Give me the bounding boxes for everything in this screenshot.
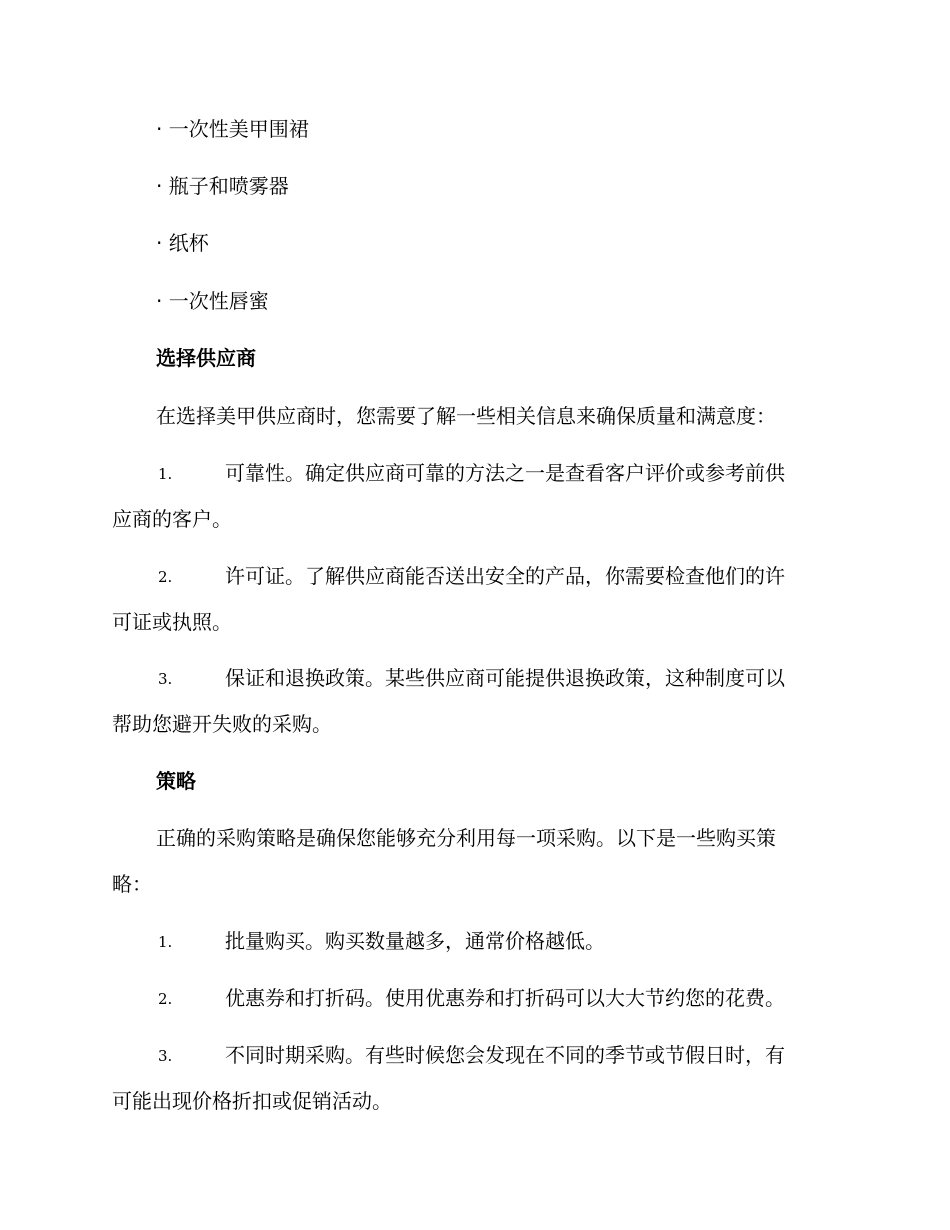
item-text: 不同时期采购。有些时候您会发现在不同的季节或节假日时，有 — [225, 1043, 785, 1067]
section-heading-supplier: 选择供应商 — [156, 346, 256, 370]
strategy-intro: 正确的采购策略是确保您能够充分利用每一项采购。以下是一些购买策 — [156, 826, 776, 850]
item-number: 2. — [158, 990, 173, 1008]
item-text: 保证和退换政策。某些供应商可能提供退换政策，这种制度可以 — [225, 666, 785, 690]
item-text-continued: 应商的客户。 — [112, 507, 232, 531]
bullet-item: · 纸杯 — [156, 231, 209, 255]
item-number: 3. — [158, 670, 173, 688]
item-text-continued: 可能出现价格折扣或促销活动。 — [112, 1089, 392, 1113]
bullet-item: · 瓶子和喷雾器 — [156, 174, 289, 198]
item-text: 许可证。了解供应商能否送出安全的产品，你需要检查他们的许 — [225, 564, 785, 588]
supplier-intro: 在选择美甲供应商时，您需要了解一些相关信息来确保质量和满意度： — [156, 404, 776, 428]
item-number: 1. — [158, 933, 173, 951]
section-heading-strategy: 策略 — [156, 769, 196, 793]
item-text-continued: 可证或执照。 — [112, 610, 232, 634]
item-number: 1. — [158, 465, 173, 483]
item-text: 可靠性。确定供应商可靠的方法之一是查看客户评价或参考前供 — [225, 461, 785, 485]
item-number: 2. — [158, 568, 173, 586]
item-text: 批量购买。购买数量越多，通常价格越低。 — [225, 929, 605, 953]
bullet-item: · 一次性唇蜜 — [156, 289, 269, 313]
item-text-continued: 帮助您避开失败的采购。 — [112, 712, 332, 736]
item-number: 3. — [158, 1047, 173, 1065]
strategy-intro-continued: 略： — [112, 872, 152, 896]
item-text: 优惠券和打折码。使用优惠券和打折码可以大大节约您的花费。 — [225, 986, 785, 1010]
bullet-item: · 一次性美甲围裙 — [156, 117, 309, 141]
